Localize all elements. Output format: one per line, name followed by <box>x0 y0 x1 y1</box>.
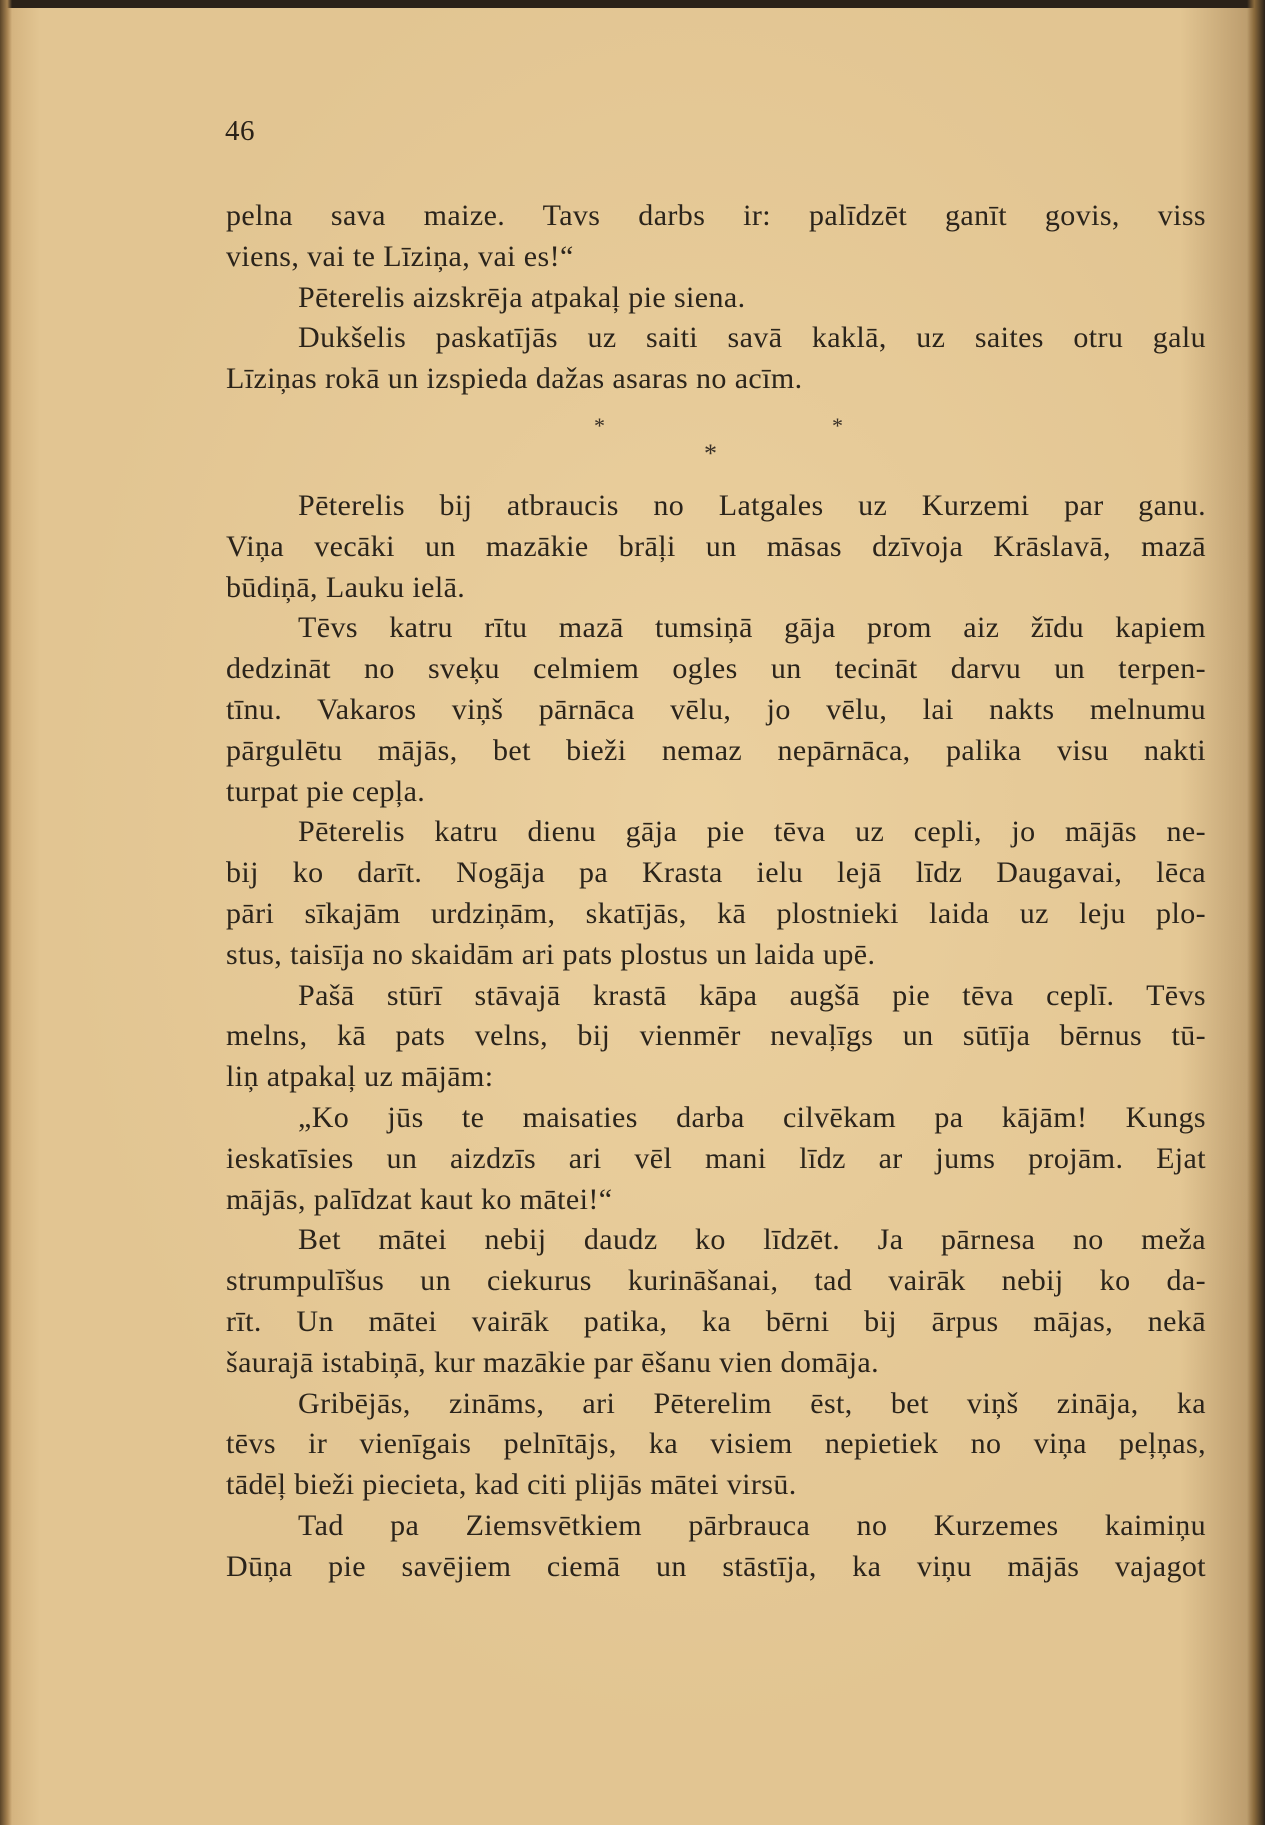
separator-star: * <box>832 412 844 438</box>
text-line: „Ko jūs te maisaties darba cilvēkam pa kājām! Kungs <box>298 1100 1206 1134</box>
text-line: Pēterelis aizskrēja atpakaļ pie siena. <box>298 280 746 314</box>
text-line: pārgulētu mājās, bet bieži nemaz nepārnāca, palika visu nakti <box>226 733 1206 767</box>
text-line: Bet mātei nebij daudz ko līdzēt. Ja pārnesa no meža <box>298 1223 1206 1257</box>
text-line: Dukšelis paskatījās uz saiti savā kaklā, uz saites otru galu <box>298 321 1206 355</box>
text-line: būdiņā, Lauku ielā. <box>226 570 466 604</box>
text-line: stus, taisīja no skaidām ari pats plostus un laida upē. <box>226 937 876 971</box>
text-line: Viņa vecāki un mazākie brāļi un māsas dzīvoja Krāslavā, mazā <box>226 529 1206 563</box>
separator-star: * <box>704 438 718 468</box>
text-line: mājās, palīdzat kaut ko mātei!“ <box>226 1182 613 1216</box>
section-separator <box>226 400 1206 486</box>
text-line: strumpulīšus un ciekurus kurināšanai, tad vairāk nebij ko da- <box>226 1264 1206 1298</box>
text-line: Pēterelis bij atbraucis no Latgales uz Kurzemi par ganu. <box>298 488 1206 522</box>
text-line: liņ atpakaļ uz mājām: <box>226 1060 494 1094</box>
text-line: ieskatīsies un aizdzīs ari vēl mani līdz ar jums projām. Ejat <box>226 1141 1206 1175</box>
text-line: Pēterelis katru dienu gāja pie tēva uz cepli, jo mājās ne- <box>298 815 1206 849</box>
page-top-edge <box>0 0 1265 8</box>
text-line: turpat pie cepļa. <box>226 774 426 808</box>
text-line: Tad pa Ziemsvētkiem pārbrauca no Kurzemes kaimiņu <box>298 1508 1206 1542</box>
text-line: tēvs ir vienīgais pelnītājs, ka visiem nepietiek no viņa peļņas, <box>226 1427 1206 1461</box>
text-line: tīnu. Vakaros viņš pārnāca vēlu, jo vēlu, lai nakts melnumu <box>226 692 1206 726</box>
page-right-edge <box>1247 0 1265 1825</box>
text-line: Dūņa pie savējiem ciemā un stāstīja, ka viņu mājās vajagot <box>226 1549 1206 1583</box>
page-left-edge <box>0 0 12 1825</box>
text-line: Gribējās, zināms, ari Pēterelim ēst, bet viņš zināja, ka <box>298 1386 1206 1420</box>
text-line: dedzināt no sveķu celmiem ogles un tecināt darvu un terpen- <box>226 652 1206 686</box>
text-line: rīt. Un mātei vairāk patika, ka bērni bij ārpus mājas, nekā <box>226 1304 1206 1338</box>
text-line: Līziņas rokā un izspieda dažas asaras no acīm. <box>226 362 803 396</box>
text-line: pelna sava maize. Tavs darbs ir: palīdzēt ganīt govis, viss <box>226 199 1206 232</box>
text-line: melns, kā pats velns, bij vienmēr nevaļīgs un sūtīja bērnus tū- <box>226 1019 1206 1053</box>
body-text <box>226 196 1206 1588</box>
text-line: Tēvs katru rītu mazā tumsiņā gāja prom aiz žīdu kapiem <box>298 611 1206 645</box>
text-line: bij ko darīt. Nogāja pa Krasta ielu lejā līdz Daugavai, lēca <box>226 856 1206 890</box>
text-line: pāri sīkajām urdziņām, skatījās, kā plostnieki laida uz leju plo- <box>226 896 1206 930</box>
text-line: tādēļ bieži piecieta, kad citi plijās mātei virsū. <box>226 1468 797 1502</box>
page-number: 46 <box>225 115 255 147</box>
separator-star: * <box>594 412 606 438</box>
text-line: Pašā stūrī stāvajā krastā kāpa augšā pie tēva ceplī. Tēvs <box>298 978 1206 1012</box>
text-line: šaurajā istabiņā, kur mazākie par ēšanu vien domāja. <box>226 1345 880 1379</box>
text-line: viens, vai te Līziņa, vai es!“ <box>226 239 574 273</box>
